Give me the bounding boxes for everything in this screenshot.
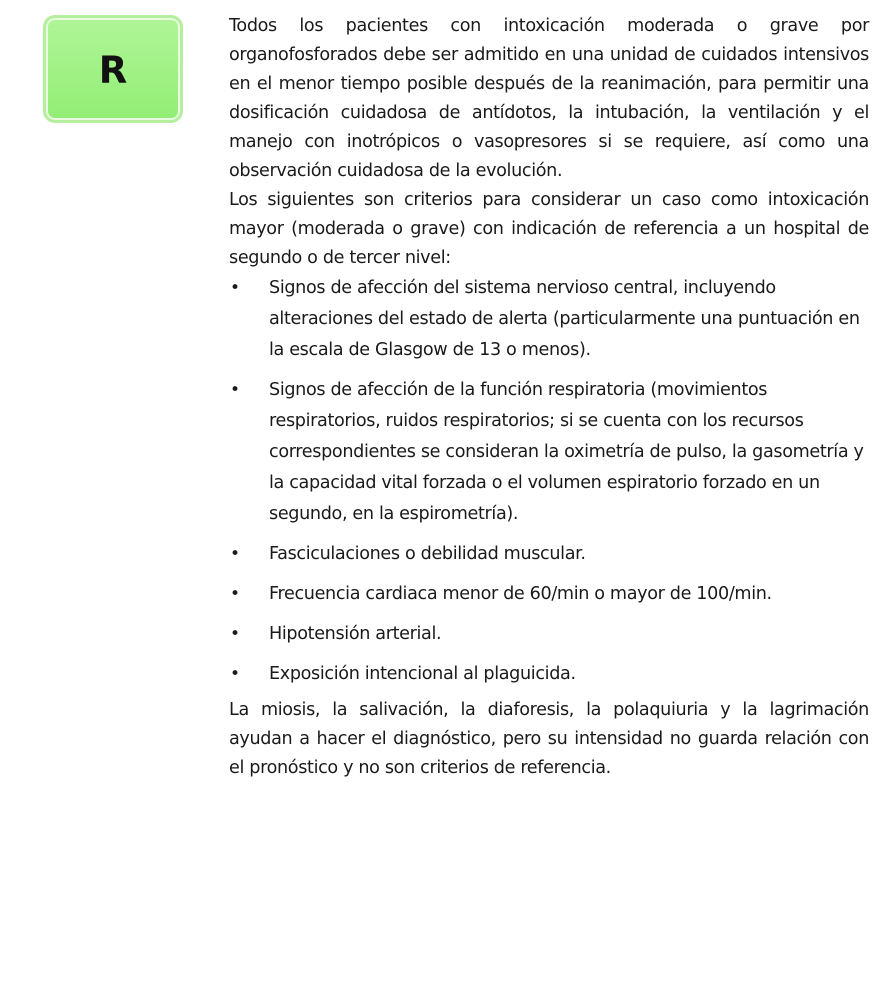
intro-paragraph: Todos los pacientes con intoxicación moderada o grave por organofosforados debe ser admitido en una unidad de cuidados intensivos en el menor tiempo posible después de la reanimación, para permitir una dosificación cuidadosa de antídotos, la intubación, la ventilación y el manejo con inotrópicos o vasopresores si se requiere, así como una observación cuidadosa de la evolución. bbox=[229, 16, 869, 181]
bullet-icon: • bbox=[230, 544, 240, 564]
list-item bbox=[229, 273, 869, 366]
bullet-icon: • bbox=[230, 664, 240, 684]
criterion-text: Hipotensión arterial. bbox=[269, 624, 442, 644]
criterion-text: Signos de afección del sistema nervioso central, incluyendo alteraciones del estado de alerta (particularmente una puntuación en la escala de Glasgow de 13 o menos). bbox=[269, 278, 860, 360]
closing-paragraph: La miosis, la salivación, la diaforesis, la polaquiuria y la lagrimación ayudan a hacer el diagnóstico, pero su intensidad no guarda relación con el pronóstico y no son criterios de referencia. bbox=[229, 700, 869, 778]
recommendation-grade-badge bbox=[43, 15, 183, 123]
criterion-text: Exposición intencional al plaguicida. bbox=[269, 664, 576, 684]
bullet-icon: • bbox=[230, 380, 240, 400]
bullet-icon: • bbox=[230, 584, 240, 604]
grade-letter: R bbox=[98, 48, 128, 92]
criteria-lead-paragraph: Los siguientes son criterios para considerar un caso como intoxicación mayor (moderada o grave) con indicación de referencia a un hospital de segundo o de tercer nivel: bbox=[229, 190, 869, 268]
criterion-text: Fasciculaciones o debilidad muscular. bbox=[269, 544, 586, 564]
recommendation-text bbox=[229, 12, 869, 783]
referral-criteria-list bbox=[229, 273, 869, 690]
criterion-text: Signos de afección de la función respiratoria (movimientos respiratorios, ruidos respiratorios; si se cuenta con los recursos correspondientes se consideran la oximetría de pulso, la gasometría y la capacidad vital forzada o el volumen espiratorio forzado en un segundo, en la espirometría). bbox=[269, 380, 864, 524]
list-item bbox=[229, 539, 869, 570]
bullet-icon: • bbox=[230, 278, 240, 298]
list-item bbox=[229, 659, 869, 690]
criterion-text: Frecuencia cardiaca menor de 60/min o mayor de 100/min. bbox=[269, 584, 772, 604]
list-item bbox=[229, 375, 869, 530]
bullet-icon: • bbox=[230, 624, 240, 644]
list-item bbox=[229, 619, 869, 650]
list-item bbox=[229, 579, 869, 610]
